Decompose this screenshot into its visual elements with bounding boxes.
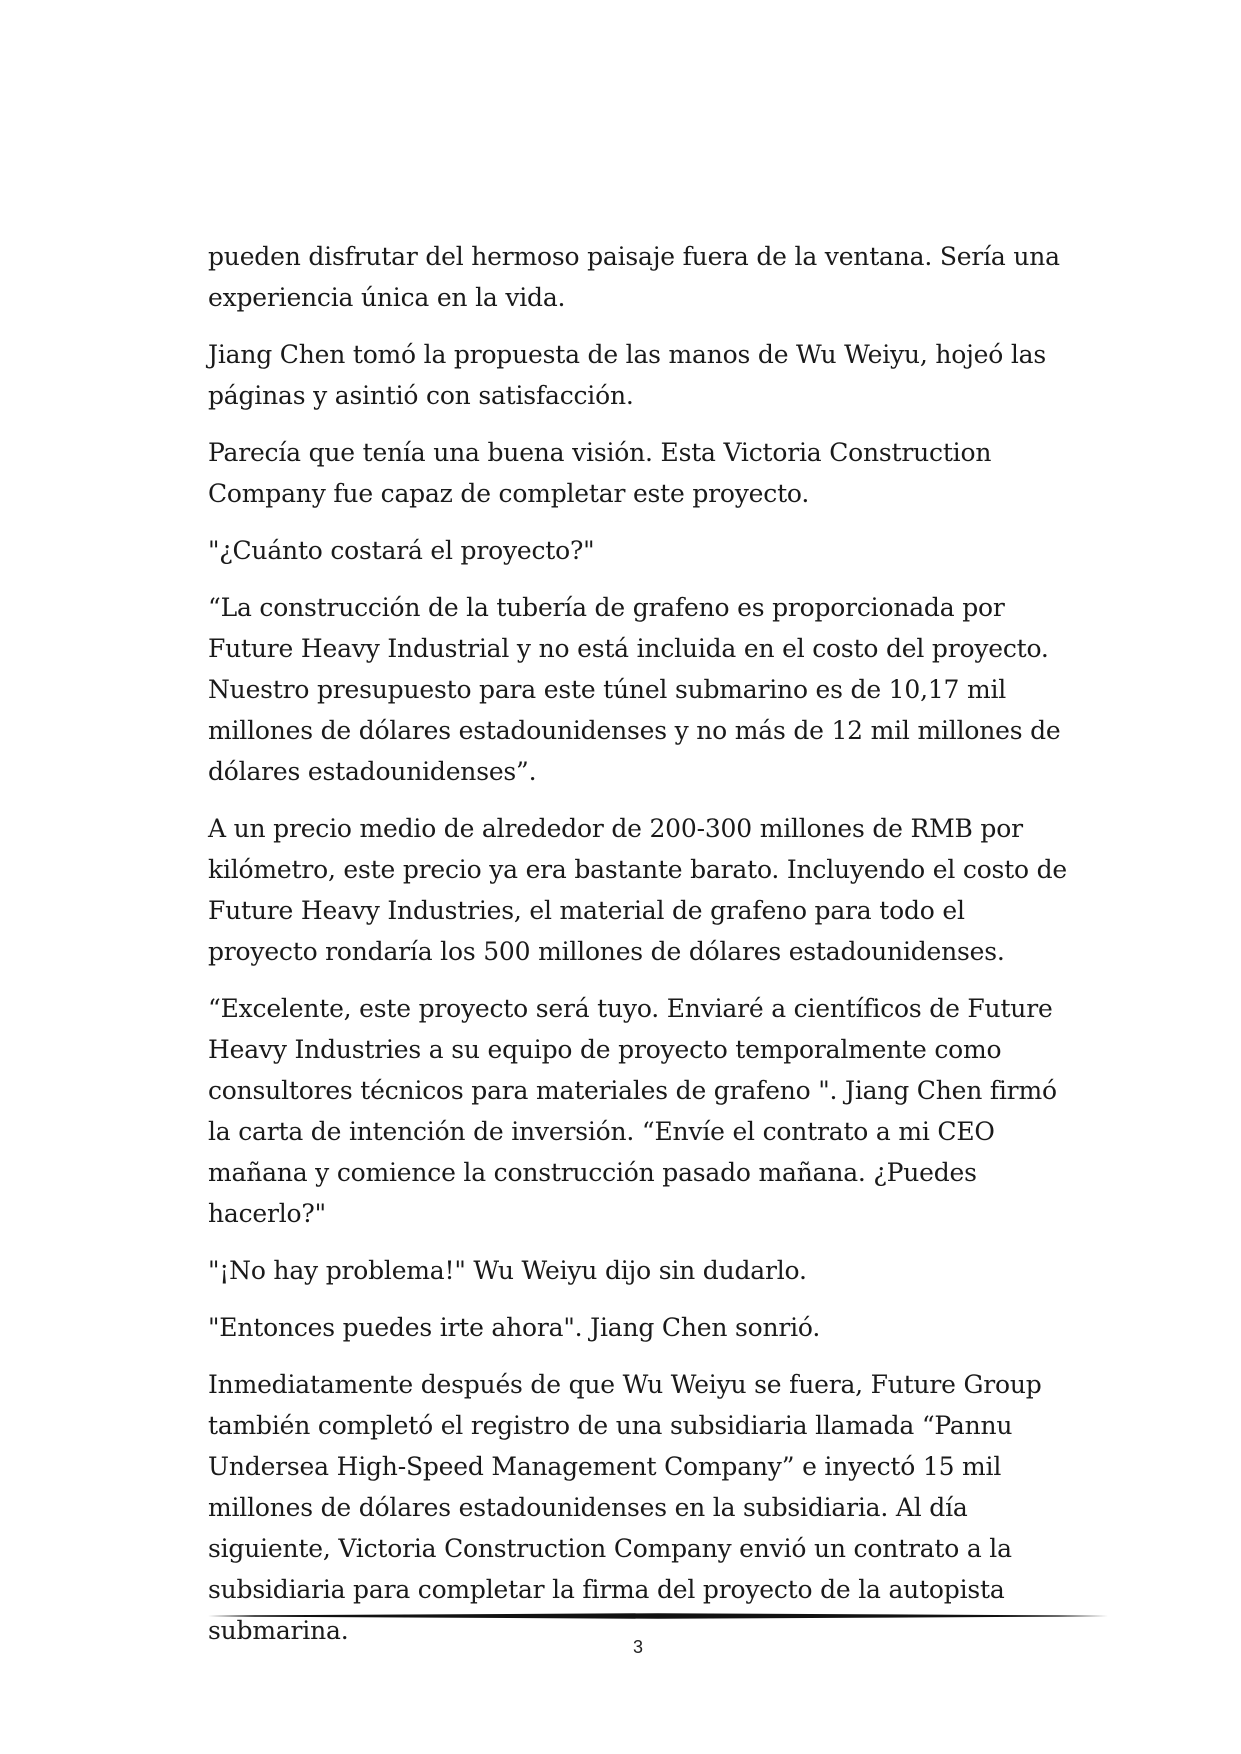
paragraph-6: A un precio medio de alrededor de 200-300 millones de RMB por kilómetro, este precio ya era bastante barato. Incluyendo el costo de Future Heavy Industries, el material de grafeno para todo el proyecto rondaría los 500 millones de dólares estadounidenses. [208,814,1068,966]
paragraph-5: “La construcción de la tubería de grafeno es proporcionada por Future Heavy Industrial y no está incluida en el costo del proyecto. Nuestro presupuesto para este túnel submarino es de 10,17 mil millones de dólares estadounidenses y no más de 12 mil millones de dólares estadounidenses”. [208,593,1061,786]
paragraph-9: "Entonces puedes irte ahora". Jiang Chen sonrió. [208,1313,821,1342]
paragraph-1: pueden disfrutar del hermoso paisaje fuera de la ventana. Sería una experiencia única en la vida. [208,242,1060,312]
paragraph-8: "¡No hay problema!" Wu Weiyu dijo sin dudarlo. [208,1256,807,1285]
paragraph-7: “Excelente, este proyecto será tuyo. Enviaré a científicos de Future Heavy Industries a su equipo de proyecto temporalmente como consultores técnicos para materiales de grafeno ". Jiang Chen firmó la carta de intención de inversión. “Envíe el contrato a mi CEO mañana y comience la construcción pasado mañana. ¿Puedes hacerlo?" [208,994,1057,1228]
body-text [208,236,1078,1667]
paragraph-4: "¿Cuánto costará el proyecto?" [208,536,595,565]
page-number: 3 [632,1637,643,1657]
paragraph-2: Jiang Chen tomó la propuesta de las manos de Wu Weiyu, hojeó las páginas y asintió con satisfacción. [208,340,1046,410]
paragraph-3: Parecía que tenía una buena visión. Esta Victoria Construction Company fue capaz de completar este proyecto. [208,438,992,508]
paragraph-10: Inmediatamente después de que Wu Weiyu se fuera, Future Group también completó el registro de una subsidiaria llamada “Pannu Undersea High-Speed Management Company” e inyectó 15 mil millones de dólares estadounidenses en la subsidiaria. Al día siguiente, Victoria Construction Company envió un contrato a la subsidiaria para completar la firma del proyecto de la autopista submarina. [208,1370,1042,1645]
footer-divider [208,1609,1108,1623]
